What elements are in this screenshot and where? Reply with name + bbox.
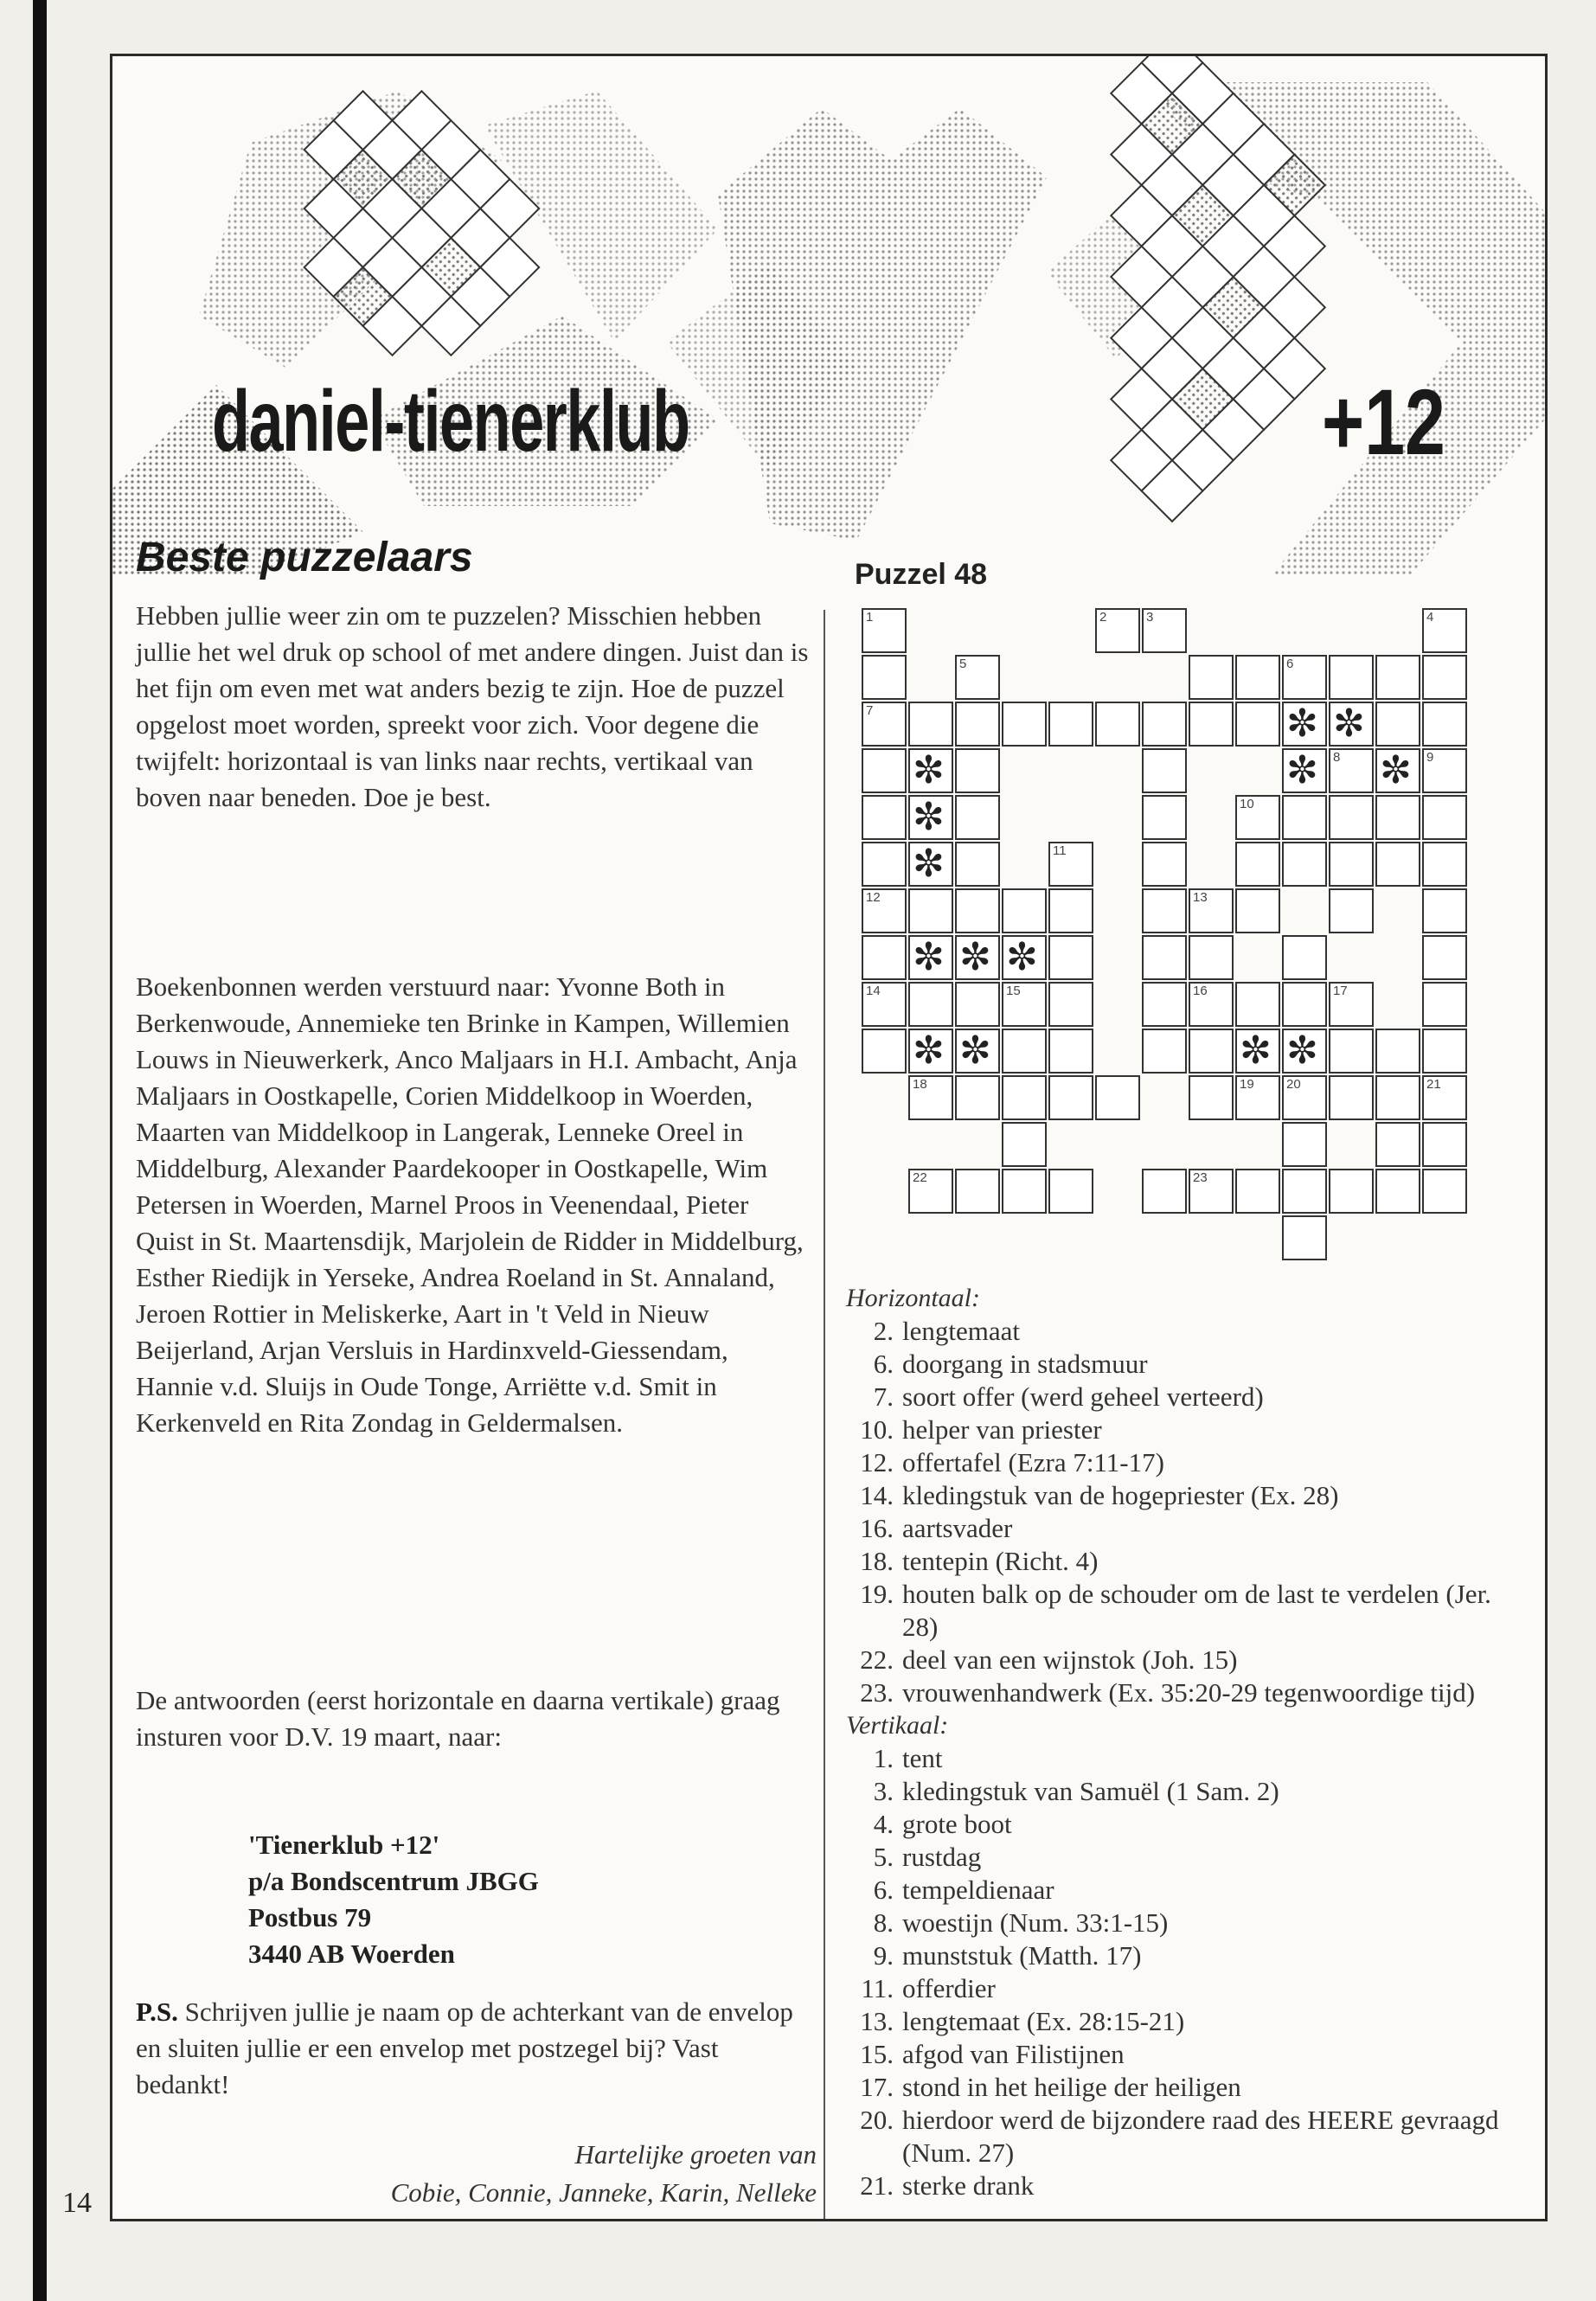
star-icon: ✼	[1240, 1029, 1272, 1072]
grid-cell[interactable]	[1422, 1169, 1467, 1214]
star-cell	[908, 748, 953, 793]
grid-cell[interactable]	[1329, 748, 1374, 793]
page-frame	[110, 54, 1548, 2221]
clue-text: grote boot	[902, 1809, 1012, 1839]
instructions-paragraph: De antwoorden (eerst horizontale en daarna vertikale) graag insturen voor D.V. 19 maart, naar:	[136, 1685, 780, 1752]
clue-text: munststuk (Matth. 17)	[902, 1940, 1142, 1971]
vertical-clue	[846, 1874, 1521, 1907]
clue-number: 14.	[860, 1480, 894, 1510]
grid-cell[interactable]	[908, 982, 953, 1027]
grid-cell[interactable]	[1235, 982, 1280, 1027]
grid-cell[interactable]	[1329, 888, 1374, 933]
star-icon: ✼	[959, 1029, 991, 1072]
clue-number: 6	[1286, 657, 1294, 671]
horizontal-clue	[846, 1315, 1521, 1348]
horizontal-clue	[846, 1381, 1521, 1413]
intro-paragraph: Hebben jullie weer zin om te puzzelen? Misschien hebben jullie het wel druk op school of met andere dingen. Juist dan is het fijn om even met wat anders bezig te zijn. Hoe de puzzel opgelost moet worden, spreekt voor zich. Voor degene die twijfelt: horizontaal is van links naar rechts, vertikaal van boven naar beneden. Doe je best.	[136, 600, 809, 812]
grid-cell[interactable]	[862, 795, 907, 840]
clue-text: sterke drank	[902, 2170, 1035, 2201]
grid-cell[interactable]	[908, 702, 953, 747]
clue-number: 7	[866, 703, 874, 718]
horizontal-clue	[846, 1676, 1521, 1709]
clue-number: 19	[1240, 1077, 1254, 1092]
grid-cell[interactable]	[1422, 655, 1467, 700]
grid-cell[interactable]	[955, 888, 1000, 933]
grid-cell[interactable]	[1235, 888, 1280, 933]
grid-cell[interactable]	[1422, 1122, 1467, 1167]
clue-number: 2	[1099, 610, 1107, 625]
star-icon: ✼	[1006, 936, 1038, 978]
star-cell	[1282, 748, 1327, 793]
grid-cell[interactable]	[1002, 1122, 1047, 1167]
clue-number: 11	[1053, 843, 1067, 858]
clue-number: 7.	[873, 1381, 894, 1412]
grid-cell[interactable]	[1189, 982, 1234, 1027]
vertical-clue	[846, 2104, 1521, 2170]
star-cell	[955, 935, 1000, 980]
clue-number: 19.	[860, 1579, 894, 1609]
clue-text: tempeldienaar	[902, 1875, 1054, 1905]
postscript	[136, 1994, 811, 2103]
ps-text: Schrijven jullie je naam op de achterkant van de envelop en sluiten jullie er een envelop met postzegel bij? Vast bedankt!	[136, 1997, 793, 2099]
age-label: +12	[1322, 369, 1445, 474]
clue-number: 9	[1426, 750, 1434, 765]
star-icon: ✼	[1380, 749, 1412, 792]
grid-cell[interactable]	[1375, 1075, 1420, 1120]
clue-text: tentepin (Richt. 4)	[902, 1546, 1099, 1576]
grid-cell[interactable]	[955, 748, 1000, 793]
grid-cell[interactable]	[1329, 795, 1374, 840]
grid-cell[interactable]	[1002, 982, 1047, 1027]
ps-label: P.S.	[136, 1997, 178, 2027]
star-cell	[1329, 702, 1374, 747]
grid-cell[interactable]	[1142, 748, 1187, 793]
address-line: Postbus 79	[248, 1902, 372, 1932]
clue-number: 22	[913, 1170, 927, 1185]
grid-cell[interactable]	[1002, 888, 1047, 933]
clue-text: houten balk op de schouder om de last te verdelen (Jer. 28)	[902, 1579, 1491, 1642]
star-cell	[908, 842, 953, 887]
grid-cell[interactable]	[1235, 1075, 1280, 1120]
grid-cell[interactable]	[955, 795, 1000, 840]
winners-paragraph: Boekenbonnen werden verstuurd naar: Yvonne Both in Berkenwoude, Annemieke ten Brinke in Kampen, Willemien Louws in Nieuwerkerk, Anco Maljaars in H.I. Ambacht, Anja Maljaars in Oostkapelle, Corien Middelkoop in Woerden, Maarten van Middelkoop in Langerak, Lenneke Oreel in Middelburg, Alexander Paardekooper in Oostkapelle, Wim Petersen in Woerden, Marnel Proos in Veenendaal, Pieter Quist in St. Maartensdijk, Marjolein de Ridder in Middelburg, Esther Riedijk in Yerseke, Andrea Roeland in St. Annaland, Jeroen Rottier in Meliskerke, Aart in 't Veld in Nieuw Beijerland, Arjan Versluis in Hardinxveld-Giessendam, Hannie v.d. Sluijs in Oude Tonge, Arriëtte v.d. Smit in Kerkenveld en Rita Zondag in Geldermalsen.	[136, 971, 804, 1438]
horizontal-clue	[846, 1578, 1521, 1644]
grid-cell[interactable]	[1422, 982, 1467, 1027]
clue-number: 6.	[873, 1349, 894, 1379]
intro-heading: Beste puzzelaars	[136, 535, 473, 580]
grid-cell[interactable]	[1048, 702, 1093, 747]
grid-cell[interactable]	[1375, 702, 1420, 747]
grid-cell[interactable]	[1142, 702, 1187, 747]
grid-cell[interactable]	[862, 748, 907, 793]
grid-cell[interactable]	[862, 935, 907, 980]
clue-number: 21	[1426, 1077, 1441, 1092]
grid-cell[interactable]	[1002, 1075, 1047, 1120]
star-icon: ✼	[1286, 702, 1318, 745]
grid-cell[interactable]	[862, 842, 907, 887]
clue-number: 12.	[860, 1447, 894, 1477]
star-cell	[908, 935, 953, 980]
grid-cell[interactable]	[1235, 655, 1280, 700]
grid-cell[interactable]	[1282, 655, 1327, 700]
grid-cell[interactable]	[908, 1075, 953, 1120]
clue-number: 13.	[860, 2006, 894, 2036]
grid-cell[interactable]	[1282, 1122, 1327, 1167]
clue-number: 8	[1333, 750, 1341, 765]
horizontal-heading: Horizontaal:	[846, 1284, 981, 1312]
grid-cell[interactable]	[955, 1075, 1000, 1120]
closing-line: Hartelijke groeten van	[574, 2139, 817, 2170]
grid-cell[interactable]	[1189, 655, 1234, 700]
header-decoration	[112, 56, 1545, 575]
star-cell	[1282, 702, 1327, 747]
clue-number: 23	[1193, 1170, 1208, 1185]
grid-cell[interactable]	[1422, 888, 1467, 933]
grid-cell[interactable]	[862, 655, 907, 700]
grid-cell[interactable]	[955, 702, 1000, 747]
column-divider	[824, 610, 825, 2219]
page-binding-edge	[33, 0, 47, 2301]
grid-cell[interactable]	[1142, 795, 1187, 840]
clue-number: 16.	[860, 1513, 894, 1543]
star-icon: ✼	[913, 1029, 945, 1072]
grid-cell[interactable]	[1235, 1169, 1280, 1214]
grid-cell[interactable]	[1002, 1169, 1047, 1214]
vertical-clue	[846, 2071, 1521, 2104]
grid-cell[interactable]	[1095, 702, 1140, 747]
grid-cell[interactable]	[1329, 1169, 1374, 1214]
clue-text: afgod van Filistijnen	[902, 2039, 1125, 2069]
grid-cell[interactable]	[908, 1169, 953, 1214]
grid-cell[interactable]	[1142, 935, 1187, 980]
grid-cell[interactable]	[1189, 1029, 1234, 1074]
grid-cell[interactable]	[862, 702, 907, 747]
clue-number: 1	[866, 610, 874, 625]
grid-cell[interactable]	[1048, 888, 1093, 933]
clue-text: woestijn (Num. 33:1-15)	[902, 1907, 1169, 1938]
grid-cell[interactable]	[1375, 1169, 1420, 1214]
star-cell	[908, 1029, 953, 1074]
clue-number: 3	[1146, 610, 1154, 625]
grid-cell[interactable]	[1142, 1029, 1187, 1074]
clue-number: 10	[1240, 797, 1254, 811]
grid-cell[interactable]	[1048, 1169, 1093, 1214]
clue-number: 1.	[873, 1743, 894, 1773]
grid-cell[interactable]	[1282, 795, 1327, 840]
grid-cell[interactable]	[862, 888, 907, 933]
vertical-clue	[846, 1808, 1521, 1841]
vertical-clue	[846, 2005, 1521, 2038]
grid-cell[interactable]	[1142, 608, 1187, 653]
mailing-address	[248, 1827, 539, 1972]
grid-cell[interactable]	[1329, 982, 1374, 1027]
star-icon: ✼	[1333, 702, 1365, 745]
clue-text: offertafel (Ezra 7:11-17)	[902, 1447, 1164, 1477]
clue-number: 10.	[860, 1414, 894, 1445]
clue-number: 11.	[861, 1973, 894, 2003]
clue-text: helper van priester	[902, 1414, 1102, 1445]
star-cell	[1375, 748, 1420, 793]
clue-number: 17.	[860, 2072, 894, 2102]
clue-text: vrouwenhandwerk (Ex. 35:20-29 tegenwoordige tijd)	[902, 1677, 1476, 1708]
vertical-clue	[846, 2038, 1521, 2071]
grid-cell[interactable]	[1422, 1075, 1467, 1120]
grid-cell[interactable]	[1235, 702, 1280, 747]
grid-cell[interactable]	[1422, 1029, 1467, 1074]
grid-cell[interactable]	[1422, 935, 1467, 980]
grid-cell[interactable]	[1329, 1029, 1374, 1074]
clue-number: 15.	[860, 2039, 894, 2069]
grid-cell[interactable]	[1142, 842, 1187, 887]
grid-cell[interactable]	[1235, 795, 1280, 840]
star-cell	[955, 1029, 1000, 1074]
clue-text: lengtemaat	[902, 1316, 1020, 1346]
signatures: Cobie, Connie, Janneke, Karin, Nelleke	[390, 2177, 817, 2208]
vertical-clue	[846, 1972, 1521, 2005]
grid-cell[interactable]	[1375, 795, 1420, 840]
grid-cell[interactable]	[1329, 655, 1374, 700]
vertical-heading: Vertikaal:	[846, 1711, 949, 1740]
clue-text: stond in het heilige der heiligen	[902, 2072, 1241, 2102]
horizontal-clue	[846, 1512, 1521, 1545]
vertical-clue	[846, 2170, 1521, 2202]
grid-cell[interactable]	[1189, 702, 1234, 747]
grid-cell[interactable]	[1235, 842, 1280, 887]
vertical-clue	[846, 1775, 1521, 1808]
grid-cell[interactable]	[1048, 1075, 1093, 1120]
star-icon: ✼	[913, 796, 945, 838]
grid-cell[interactable]	[955, 655, 1000, 700]
vertical-clue	[846, 1841, 1521, 1874]
clue-text: kledingstuk van Samuël (1 Sam. 2)	[902, 1776, 1279, 1806]
address-line: p/a Bondscentrum JBGG	[248, 1866, 539, 1896]
clue-number: 6.	[873, 1875, 894, 1905]
clue-number: 12	[866, 890, 881, 905]
grid-cell[interactable]	[908, 888, 953, 933]
grid-cell[interactable]	[1375, 1029, 1420, 1074]
clue-number: 2.	[873, 1316, 894, 1346]
grid-cell[interactable]	[1375, 842, 1420, 887]
clue-text: kledingstuk van de hogepriester (Ex. 28)	[902, 1480, 1339, 1510]
clue-number: 4	[1426, 610, 1434, 625]
clue-number: 21.	[860, 2170, 894, 2201]
grid-cell[interactable]	[1095, 608, 1140, 653]
dotted-band-middle	[666, 108, 1047, 541]
grid-cell[interactable]	[1282, 935, 1327, 980]
clue-number: 14	[866, 984, 881, 998]
clue-text: offerdier	[902, 1973, 996, 2003]
grid-cell[interactable]	[1048, 982, 1093, 1027]
grid-cell[interactable]	[1189, 1075, 1234, 1120]
clue-number: 13	[1193, 890, 1208, 905]
clue-number: 5.	[873, 1842, 894, 1872]
grid-cell[interactable]	[1189, 888, 1234, 933]
grid-cell[interactable]	[1422, 795, 1467, 840]
horizontal-clue	[846, 1348, 1521, 1381]
grid-cell[interactable]	[1048, 935, 1093, 980]
clue-number: 8.	[873, 1907, 894, 1938]
grid-cell[interactable]	[862, 1029, 907, 1074]
address-line: 'Tienerklub +12'	[248, 1830, 440, 1860]
grid-cell[interactable]	[862, 982, 907, 1027]
vertical-clue	[846, 1742, 1521, 1775]
clue-number: 15	[1006, 984, 1021, 998]
grid-cell[interactable]	[1422, 702, 1467, 747]
grid-cell[interactable]	[1422, 842, 1467, 887]
clue-number: 20	[1286, 1077, 1301, 1092]
clue-number: 4.	[873, 1809, 894, 1839]
clue-number: 20.	[860, 2105, 894, 2135]
grid-cell[interactable]	[955, 842, 1000, 887]
grid-cell[interactable]	[1002, 702, 1047, 747]
clue-number: 17	[1333, 984, 1348, 998]
grid-cell[interactable]	[1189, 935, 1234, 980]
clue-number: 18	[913, 1077, 927, 1092]
grid-cell[interactable]	[1282, 1169, 1327, 1214]
page-number: 14	[62, 2187, 92, 2219]
grid-cell[interactable]	[1048, 1029, 1093, 1074]
clue-number: 18.	[860, 1546, 894, 1576]
star-icon: ✼	[959, 936, 991, 978]
horizontal-clue	[846, 1545, 1521, 1578]
clue-number: 3.	[873, 1776, 894, 1806]
horizontal-clue	[846, 1446, 1521, 1479]
grid-cell[interactable]	[1422, 608, 1467, 653]
puzzle-title: Puzzel 48	[855, 558, 988, 591]
star-cell	[1002, 935, 1047, 980]
grid-cell[interactable]	[1142, 982, 1187, 1027]
star-icon: ✼	[913, 843, 945, 885]
grid-cell[interactable]	[1375, 655, 1420, 700]
grid-cell[interactable]	[862, 608, 907, 653]
grid-cell[interactable]	[1095, 1075, 1140, 1120]
grid-cell[interactable]	[1329, 1075, 1374, 1120]
clue-text: soort offer (werd geheel verteerd)	[902, 1381, 1264, 1412]
grid-cell[interactable]	[1142, 1169, 1187, 1214]
grid-cell[interactable]	[1282, 982, 1327, 1027]
star-cell	[1235, 1029, 1280, 1074]
star-icon: ✼	[1286, 749, 1318, 792]
grid-cell[interactable]	[1422, 748, 1467, 793]
clue-text: rustdag	[902, 1842, 982, 1872]
horizontal-clue	[846, 1479, 1521, 1512]
clue-text: hierdoor werd de bijzondere raad des HEERE gevraagd (Num. 27)	[902, 2105, 1499, 2168]
grid-cell[interactable]	[1048, 842, 1093, 887]
star-cell	[1282, 1029, 1327, 1074]
grid-cell[interactable]	[1142, 888, 1187, 933]
grid-cell[interactable]	[1002, 1029, 1047, 1074]
horizontal-clue	[846, 1644, 1521, 1676]
clue-number: 22.	[860, 1644, 894, 1675]
grid-cell[interactable]	[955, 982, 1000, 1027]
club-title: daniel-tienerklub	[212, 373, 689, 470]
vertical-clue-list	[846, 1742, 1521, 2202]
star-icon: ✼	[1286, 1029, 1318, 1072]
clue-number: 5	[959, 657, 967, 671]
horizontal-clue	[846, 1413, 1521, 1446]
vertical-clue	[846, 1907, 1521, 1939]
grid-cell[interactable]	[1282, 1215, 1327, 1260]
clue-text: aartsvader	[902, 1513, 1013, 1543]
vertical-clue	[846, 1939, 1521, 1972]
clue-number: 16	[1193, 984, 1208, 998]
clues-section	[846, 1282, 1521, 2202]
grid-cell[interactable]	[1282, 842, 1327, 887]
clue-text: deel van een wijnstok (Joh. 15)	[902, 1644, 1238, 1675]
star-icon: ✼	[913, 749, 945, 792]
clue-number: 23.	[860, 1677, 894, 1708]
grid-cell[interactable]	[955, 1169, 1000, 1214]
clue-number: 9.	[873, 1940, 894, 1971]
grid-cell[interactable]	[1282, 1075, 1327, 1120]
clue-text: doorgang in stadsmuur	[902, 1349, 1148, 1379]
grid-cell[interactable]	[1329, 842, 1374, 887]
clue-text: lengtemaat (Ex. 28:15-21)	[902, 2006, 1185, 2036]
star-icon: ✼	[913, 936, 945, 978]
address-line: 3440 AB Woerden	[248, 1939, 455, 1969]
clue-text: tent	[902, 1743, 943, 1773]
star-cell	[908, 795, 953, 840]
horizontal-clue-list	[846, 1315, 1521, 1709]
grid-cell[interactable]	[1375, 1122, 1420, 1167]
grid-cell[interactable]	[1189, 1169, 1234, 1214]
